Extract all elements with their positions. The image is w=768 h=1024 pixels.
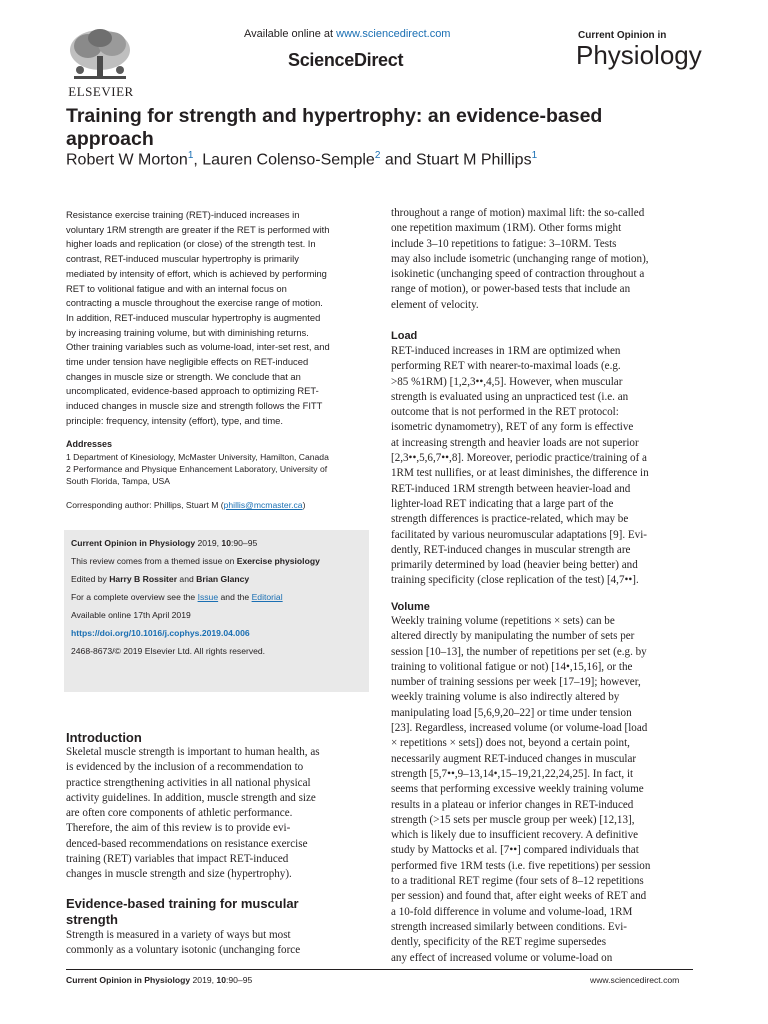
body-line: lighter-load RET indicating that a large part of the (391, 497, 614, 510)
body-line: activity guidelines. In addition, muscle strength and size (66, 791, 316, 804)
abstract-line: induced changes in muscle size and strength follows the FITT (66, 400, 323, 412)
author-affiliation[interactable]: 1 (531, 150, 538, 161)
body-line: dently, specificity of the RET regime supersedes (391, 936, 607, 949)
body-line: strength [5,7••,9–13,14•,15–19,21,22,24,25]. In fact, it (391, 767, 634, 780)
body-line: strength (>15 sets per muscle group per week) [12,13], (391, 813, 635, 826)
body-line: [23]. Regardless, increased volume (or volume-load [load (391, 722, 648, 735)
volume-body (391, 614, 693, 966)
author-affiliation[interactable]: 2 (374, 150, 381, 161)
copyright-line: 2468-8673/© 2019 Elsevier Ltd. All rights reserved. (71, 646, 266, 656)
abstract-line: voluntary 1RM strength are greater if the RET is performed with (66, 223, 330, 235)
body-line: strength increased similarly between conditions. Evi- (391, 920, 627, 933)
body-line: results in a plateau or inferior changes in RET-induced (391, 798, 634, 811)
addresses-heading: Addresses (66, 439, 113, 449)
body-line: per session) and found that, after eight weeks of RET and (391, 890, 647, 903)
footer-pages: :90–95 (225, 975, 253, 985)
edited-prefix: Edited by (71, 574, 110, 584)
body-line: [2,3••,5,6,7••,8]. Moreover, periodic practice/training of a (391, 452, 647, 465)
evidence-heading-line: Evidence-based training for muscular (66, 896, 299, 911)
body-line: include 3–10 repetitions to fatigue: 3–10RM. Tests (391, 237, 617, 250)
author-name: Stuart M Phillips (415, 151, 532, 169)
addresses (66, 452, 366, 487)
abstract (66, 208, 366, 429)
footer-divider (66, 969, 693, 970)
body-line: a 10-fold difference in volume and volume-load, 1RM (391, 905, 633, 918)
publisher-name: ELSEVIER (68, 84, 134, 99)
citation-year: 2019, (195, 538, 222, 548)
evidence-heading (66, 896, 299, 928)
abstract-line: changes in muscle size or strength. We conclude that an (66, 370, 301, 382)
footer-url[interactable]: www.sciencedirect.com (590, 975, 680, 985)
body-line: are often core components of athletic performance. (66, 807, 293, 820)
themed-topic: Exercise physiology (236, 556, 320, 566)
author-separator: and (380, 151, 416, 169)
overview-line (71, 592, 283, 602)
issue-link[interactable]: Issue (197, 592, 219, 602)
body-line: training to volitional fatigue or not) [14•,15,16], or the (391, 660, 633, 673)
editors-line (71, 574, 249, 584)
footer-volume: 10 (216, 975, 226, 985)
body-line: practice strengthening activities in all national physical (66, 776, 311, 789)
address-line: 2 Performance and Physique Enhancement Laboratory, University of (66, 463, 328, 474)
body-line: performed five 1RM tests (i.e. five repetitions) per session (391, 859, 651, 872)
body-line: session [10–13], the number of repetitions per set (e.g. by (391, 645, 647, 658)
themed-prefix: This review comes from a themed issue on (71, 556, 237, 566)
body-line: one repetition maximum (1RM). Other forms might (391, 222, 622, 235)
body-line: performing RET with nearer-to-maximal loads (e.g. (391, 360, 621, 373)
sciencedirect-link[interactable]: www.sciencedirect.com (336, 28, 451, 40)
body-line: strength is evaluated using an unpracticed test (i.e. an (391, 390, 629, 403)
edited-and: and (177, 574, 197, 584)
body-line: is evidenced by the inclusion of a recommendation to (66, 761, 304, 774)
author-name: Robert W Morton (66, 151, 188, 169)
introduction-heading: Introduction (66, 730, 142, 745)
body-line: denced-based recommendations on resistance exercise (66, 837, 308, 850)
editor-name: Brian Glancy (196, 574, 250, 584)
abstract-line: by increasing training volume, but with diminishing returns. (66, 326, 309, 338)
body-line: training (RET) variables that impact RET-induced (66, 853, 289, 866)
load-body (391, 344, 693, 589)
editor-name: Harry B Rossiter (109, 574, 178, 584)
citation-line (71, 538, 257, 548)
body-line: primarily determined by load (heavier being better) and (391, 559, 638, 572)
body-line: seems that performing excessive weekly training volume (391, 783, 644, 796)
author-list (66, 150, 537, 169)
abstract-line: principle: frequency, intensity (effort), type, and time. (66, 414, 283, 426)
editorial-link[interactable]: Editorial (251, 592, 283, 602)
body-line: isokinetic (unchanging speed of contraction throughout a (391, 268, 645, 281)
body-line: strength differences is practice-related, which may be (391, 513, 629, 526)
available-prefix: Available online at (244, 28, 337, 40)
body-line: 1RM test nullifies, or at least diminishes, the difference in (391, 467, 649, 480)
abstract-line: contracting a muscle throughout the exercise range of motion. (66, 297, 323, 309)
abstract-line: contrast, RET-induced muscular hypertrophy is primarily (66, 253, 299, 265)
body-line: changes in muscle strength and size (hypertrophy). (66, 868, 292, 881)
themed-issue-line (71, 556, 320, 566)
corresponding-prefix: Corresponding author: Phillips, Stuart M ( (66, 500, 224, 510)
overview-and: and the (218, 592, 252, 602)
footer-citation (66, 975, 252, 985)
evidence-heading-line: strength (66, 912, 118, 927)
body-line: × repetitions × sets]) does not, beyond a certain point, (391, 737, 630, 750)
address-line: 1 Department of Kinesiology, McMaster University, Hamilton, Canada (66, 452, 329, 462)
footer-year: 2019, (190, 975, 217, 985)
body-line: any effect of increased volume or volume-load on (391, 951, 613, 964)
citation-journal: Current Opinion in Physiology (71, 538, 196, 548)
doi-link[interactable]: https://doi.org/10.1016/j.cophys.2019.04.006 (71, 628, 250, 638)
author-affiliation[interactable]: 1 (187, 150, 194, 161)
abstract-line: Other training variables such as volume-load, inter-set rest, and (66, 341, 330, 353)
body-line: number of training sessions per week [17–19]; however, (391, 676, 641, 689)
body-line: which is likely due to insufficient recovery. A definitive (391, 829, 639, 842)
footer-journal: Current Opinion in Physiology (66, 975, 191, 985)
load-heading: Load (391, 330, 418, 342)
abstract-line: Resistance exercise training (RET)-induced increases in (66, 209, 300, 220)
body-line: range of motion), or power-based tests that include an (391, 283, 631, 296)
journal-name-small: Current Opinion in (578, 30, 667, 41)
body-line: >85 %1RM) [1,2,3••,4,5]. However, when muscular (391, 375, 623, 388)
abstract-line: uncomplicated, evidence-based approach to optimizing RET- (66, 385, 319, 397)
body-line: weekly training volume is also indirectly altered by (391, 691, 620, 704)
body-line: study by Mattocks et al. [7••] compared individuals that (391, 844, 639, 857)
body-line: to a traditional RET regime (four sets of 8–12 repetitions (391, 875, 644, 888)
author-separator: , (193, 151, 203, 169)
abstract-line: higher loads and replication (or close) of the strength test. In (66, 238, 316, 250)
body-line: commonly as a voluntary isotonic (unchanging force (66, 944, 301, 957)
corresponding-email-link[interactable]: phillis@mcmaster.ca (223, 500, 303, 510)
citation-volume: 10 (221, 538, 231, 548)
body-line: manipulating load [5,6,9,20–22] or time under tension (391, 706, 632, 719)
body-line: Skeletal muscle strength is important to human health, as (66, 746, 320, 758)
abstract-line: time under tension have negligible effects on RET-induced (66, 356, 309, 368)
body-line: RET-induced 1RM strength between heavier-load and (391, 482, 631, 495)
available-date: Available online 17th April 2019 (71, 610, 191, 620)
body-line: RET-induced increases in 1RM are optimized when (391, 345, 621, 357)
article-info-box (64, 530, 369, 692)
available-online-text (244, 28, 450, 40)
body-line: element of velocity. (391, 298, 479, 311)
body-line: Weekly training volume (repetitions × sets) can be (391, 615, 615, 627)
body-line: at increasing strength and heavier loads are not superior (391, 436, 639, 449)
body-line: Strength is measured in a variety of ways but most (66, 929, 291, 941)
body-line: facilitated by various neuromuscular adaptations [9]. Evi- (391, 528, 647, 541)
volume-heading: Volume (391, 601, 430, 613)
abstract-line: In addition, RET-induced muscular hypertrophy is augmented (66, 311, 321, 323)
corresponding-suffix: ) (302, 500, 306, 510)
body-line: throughout a range of motion) maximal lift: the so-called (391, 207, 645, 219)
body-line: Therefore, the aim of this review is to provide evi- (66, 822, 291, 835)
corresponding-author (66, 500, 305, 510)
body-line: outcome that is not performed in the RET protocol: (391, 406, 619, 419)
platform-name: ScienceDirect (288, 50, 404, 70)
evidence-body (66, 928, 370, 959)
body-line: necessarily augment RET-induced changes in muscular (391, 752, 637, 765)
body-line: training specificity (close replication of the test) [4,7••]. (391, 574, 639, 587)
author-name: Lauren Colenso-Semple (202, 151, 375, 169)
citation-pages: :90–95 (230, 538, 258, 548)
body-line: altered directly by manipulating the number of sets per (391, 630, 635, 643)
abstract-line: RET to volitional fatigue and with an internal focus on (66, 282, 287, 294)
article-title: Training for strength and hypertrophy: an evidence-based approach (66, 105, 603, 150)
overview-prefix: For a complete overview see the (71, 592, 198, 602)
address-line: South Florida, Tampa, USA (66, 475, 170, 486)
body-line: dently, RET-induced changes in muscular strength are (391, 543, 631, 556)
right-intro-body (391, 206, 693, 313)
body-line: isometric dynamometry), RET of any form is effective (391, 421, 634, 434)
journal-name-large: Physiology (576, 40, 702, 70)
abstract-line: mediated by intensity of effort, which is achieved by performing (66, 267, 327, 279)
body-line: may also include isometric (unchanging range of motion), (391, 252, 649, 265)
introduction-body (66, 745, 370, 883)
